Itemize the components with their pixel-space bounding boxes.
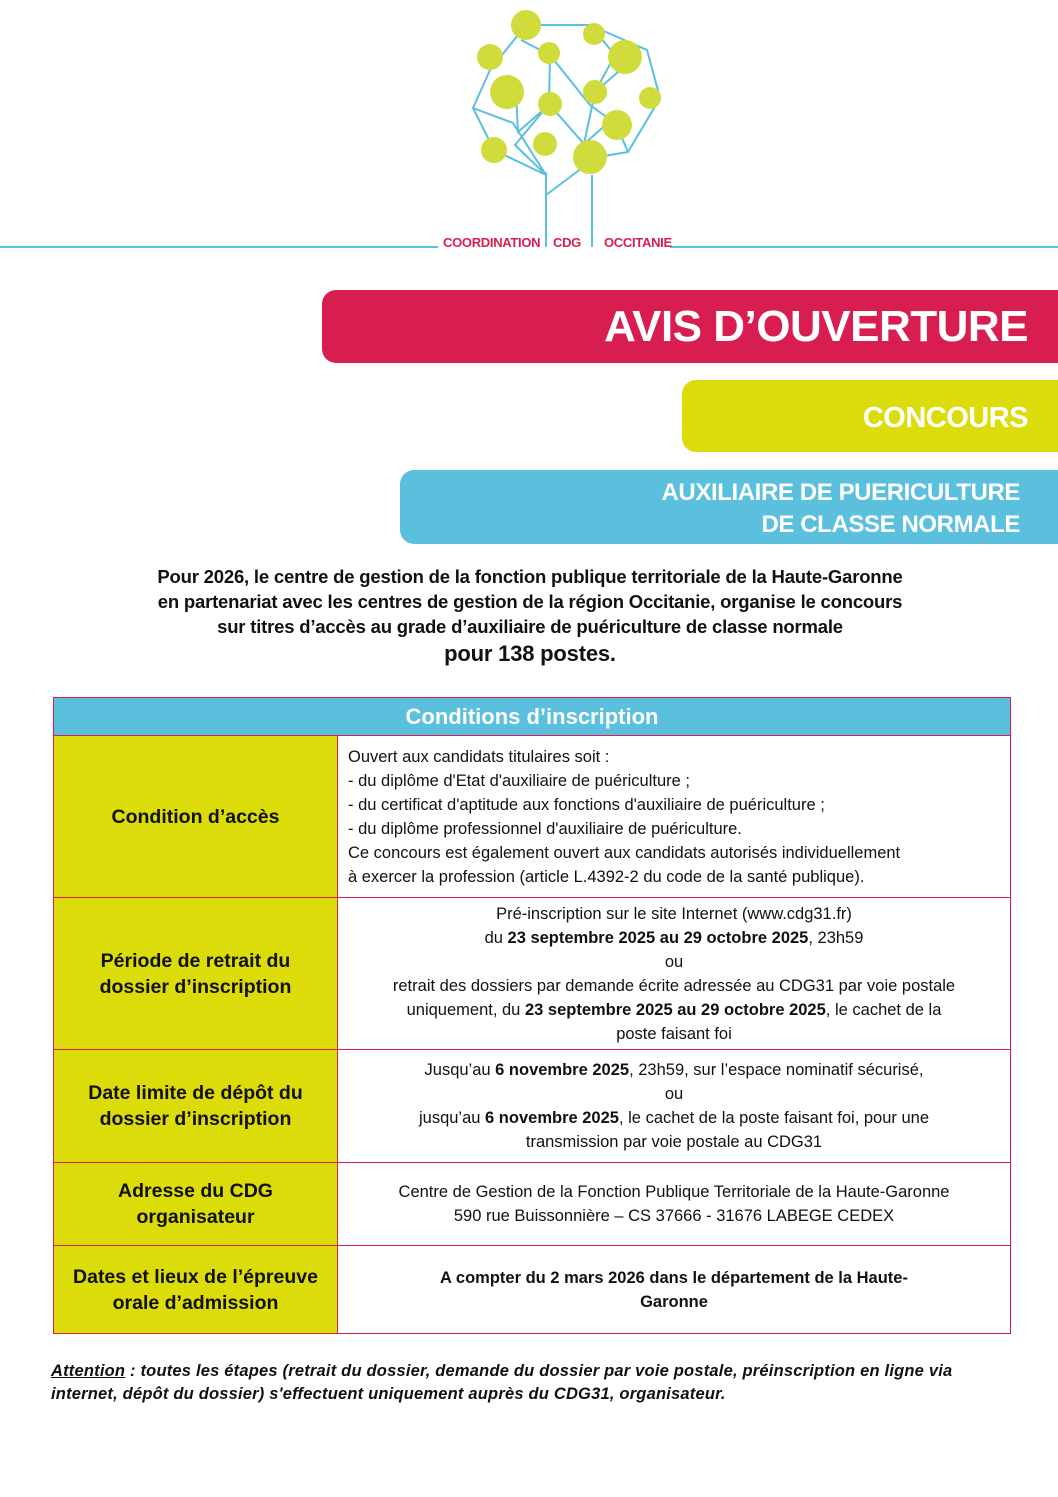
value-line: ou: [664, 1085, 684, 1103]
table-header: Conditions d’inscription: [54, 698, 1011, 736]
logo-wordmark: [443, 235, 672, 250]
banner-concours: [682, 380, 1058, 452]
table-row: [54, 736, 1011, 898]
banner-grade: [400, 470, 1058, 544]
row-value-periode-retrait: [338, 898, 1011, 1050]
row-label-epreuve-orale: Dates et lieux de l’épreuve orale d’admission: [54, 1246, 338, 1334]
tree-leaves: [477, 10, 661, 174]
value-line: Ce concours est également ouvert aux candidats autorisés individuellement: [348, 843, 901, 862]
value-line: [348, 1058, 1000, 1082]
banner-grade-line2: DE CLASSE NORMALE: [761, 511, 1020, 538]
date-range: 23 septembre 2025 au 29 octobre 2025: [524, 1000, 826, 1019]
table-row: [54, 1050, 1011, 1163]
text-run: uniquement, du: [406, 1000, 525, 1019]
text-run: jusqu’au: [418, 1109, 486, 1127]
value-line: ou: [664, 952, 684, 971]
row-label-condition-acces: Condition d’accès: [54, 736, 338, 898]
deadline-date: 6 novembre 2025: [485, 1109, 619, 1127]
date-range: 23 septembre 2025 au 29 octobre 2025: [507, 928, 809, 947]
row-value-adresse: [338, 1163, 1011, 1246]
intro-paragraph: [30, 564, 1030, 669]
value-line: Centre de Gestion de la Fonction Publique Territoriale de la Haute-Garonne: [398, 1183, 950, 1201]
value-line: Pré-inscription sur le site Internet (www.cdg31.fr): [496, 904, 852, 923]
intro-line-1: Pour 2026, le centre de gestion de la fonction publique territoriale de la Haute-Garonne: [157, 566, 903, 587]
tree-branches: [0, 25, 1058, 247]
value-line: 590 rue Buissonnière – CS 37666 - 31676 LABEGE CEDEX: [453, 1207, 895, 1225]
value-line: retrait des dossiers par demande écrite adressée au CDG31 par voie postale: [392, 976, 956, 995]
value-line: Garonne: [640, 1292, 708, 1311]
row-value-date-limite: [338, 1050, 1011, 1163]
logo-word-coordination: COORDINATION: [443, 235, 541, 250]
banner-avis-ouverture: [322, 290, 1058, 363]
row-value-condition-acces: [338, 736, 1011, 898]
text-run: , le cachet de la poste faisant foi, pour une: [618, 1109, 930, 1127]
logo-word-cdg: CDG: [553, 235, 581, 250]
value-line: poste faisant foi: [616, 1024, 732, 1043]
conditions-table: [53, 697, 1011, 1334]
value-line: A compter du 2 mars 2026 dans le département de la Haute-: [440, 1268, 908, 1287]
value-line: [348, 1106, 1000, 1130]
row-value-epreuve-orale: [338, 1246, 1011, 1334]
value-line: [348, 998, 1000, 1022]
attention-note: [51, 1360, 1011, 1406]
value-line: - du certificat d'aptitude aux fonctions d'auxiliaire de puériculture ;: [348, 795, 825, 814]
attention-label: Attention: [51, 1362, 126, 1380]
table-row: [54, 1163, 1011, 1246]
logo-word-occitanie: OCCITANIE: [604, 235, 672, 250]
intro-line-2: en partenariat avec les centres de gestion de la région Occitanie, organise le concours: [157, 591, 903, 612]
intro-line-3: sur titres d’accès au grade d’auxiliaire de puériculture de classe normale: [217, 616, 843, 637]
text-run: du: [484, 928, 508, 947]
value-line: à exercer la profession (article L.4392-2 du code de la santé publique).: [348, 867, 865, 886]
text-run: , le cachet de la: [825, 1000, 942, 1019]
value-line: [348, 926, 1000, 950]
attention-text: : toutes les étapes (retrait du dossier, demande du dossier par voie postale, préinscription en ligne via internet, dépôt du dossier) s'effectuent uniquement auprès du CDG31, organisateur.: [51, 1362, 953, 1403]
text-run: , 23h59: [808, 928, 864, 947]
table-row: [54, 898, 1011, 1050]
text-run: , 23h59, sur l’espace nominatif sécurisé,: [629, 1061, 924, 1079]
row-label-periode-retrait: Période de retrait du dossier d’inscription: [54, 898, 338, 1050]
text-run: Jusqu’au: [424, 1061, 496, 1079]
deadline-date: 6 novembre 2025: [495, 1061, 630, 1079]
row-label-adresse: Adresse du CDG organisateur: [54, 1163, 338, 1246]
banner-concours-text: CONCOURS: [862, 402, 1028, 434]
banner-grade-line1: AUXILIAIRE DE PUERICULTURE: [661, 479, 1020, 506]
row-label-date-limite: Date limite de dépôt du dossier d’inscription: [54, 1050, 338, 1163]
value-line: Ouvert aux candidats titulaires soit :: [348, 747, 610, 766]
cdg-occitanie-logo: [0, 0, 1058, 260]
value-line: - du diplôme professionnel d'auxiliaire de puériculture.: [348, 819, 742, 838]
value-line: - du diplôme d'Etat d'auxiliaire de puériculture ;: [348, 771, 690, 790]
intro-postes: pour 138 postes.: [444, 641, 616, 666]
value-line: transmission par voie postale au CDG31: [525, 1133, 823, 1151]
table-header-row: [54, 698, 1011, 736]
banner-avis-text: AVIS D’OUVERTURE: [604, 302, 1028, 351]
table-row: [54, 1246, 1011, 1334]
